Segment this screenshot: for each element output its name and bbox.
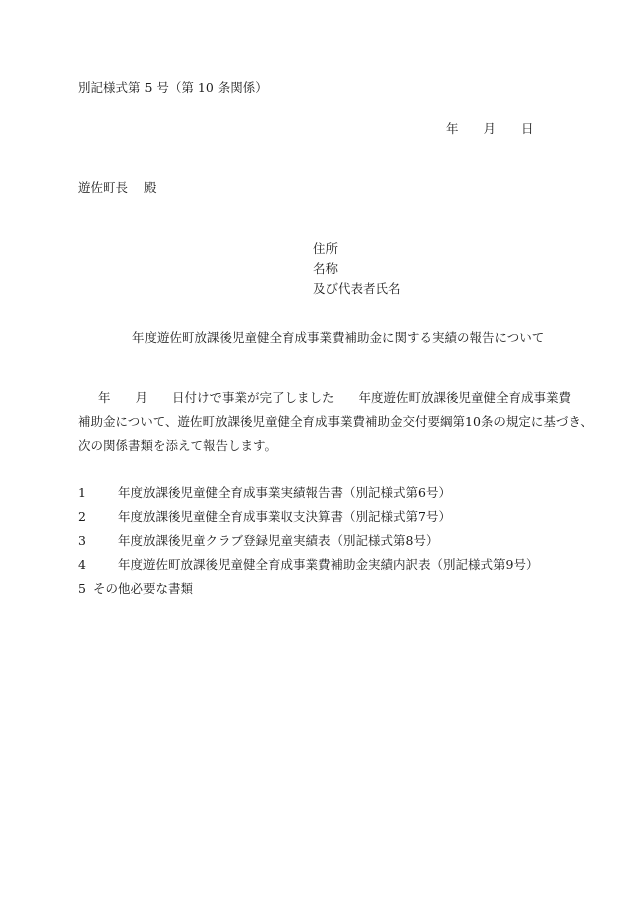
recipient-name: 遊佐町長 xyxy=(78,180,129,195)
list-item xyxy=(78,558,538,582)
month-label: 月 xyxy=(483,121,497,136)
list-item-text: 年度放課後児童健全育成事業収支決算書（別記様式第7号） xyxy=(118,509,451,524)
list-item xyxy=(78,582,538,606)
body-text xyxy=(78,390,593,463)
date-line xyxy=(446,123,534,136)
body-line-2: 補助金について、遊佐町放課後児童健全育成事業費補助金交付要綱第10条の規定に基づき、 xyxy=(78,414,593,429)
list-item-text: 年度放課後児童クラブ登録児童実績表（別記様式第8号） xyxy=(118,533,439,548)
list-item-number: 4 xyxy=(78,557,86,572)
body-text-b: 年度遊佐町放課後児童健全育成事業費 xyxy=(358,390,572,405)
body-year: 年 xyxy=(98,390,111,405)
name-label: 名称 xyxy=(313,261,339,276)
representative-label: 及び代表者氏名 xyxy=(313,281,401,296)
list-item-text: その他必要な書類 xyxy=(93,581,194,596)
recipient xyxy=(78,182,157,195)
list-item-text: 年度放課後児童健全育成事業実績報告書（別記様式第6号） xyxy=(118,485,451,500)
list-item-number: 3 xyxy=(78,533,86,548)
list-item-number: 5 xyxy=(78,581,86,596)
address-label: 住所 xyxy=(313,241,339,256)
list-item xyxy=(78,486,538,510)
body-line-3: 次の関係書類を添えて報告します。 xyxy=(78,438,278,453)
attachment-list xyxy=(78,486,538,606)
body-line-1 xyxy=(78,390,572,415)
body-month: 月 xyxy=(135,390,149,405)
form-id: 別記様式第 5 号（第 10 条関係） xyxy=(78,80,268,95)
day-label: 日 xyxy=(521,121,534,136)
list-item xyxy=(78,534,538,558)
list-item-number: 1 xyxy=(78,485,86,500)
list-item-number: 2 xyxy=(78,509,86,524)
sender-block xyxy=(313,241,401,301)
list-item-text: 年度遊佐町放課後児童健全育成事業費補助金実績内訳表（別記様式第9号） xyxy=(118,557,539,572)
recipient-honorific: 殿 xyxy=(144,180,157,195)
document-title: 年度遊佐町放課後児童健全育成事業費補助金に関する実績の報告について xyxy=(132,330,545,345)
year-label: 年 xyxy=(446,121,459,136)
list-item xyxy=(78,510,538,534)
body-text-a: 日付けで事業が完了しました xyxy=(172,390,335,405)
